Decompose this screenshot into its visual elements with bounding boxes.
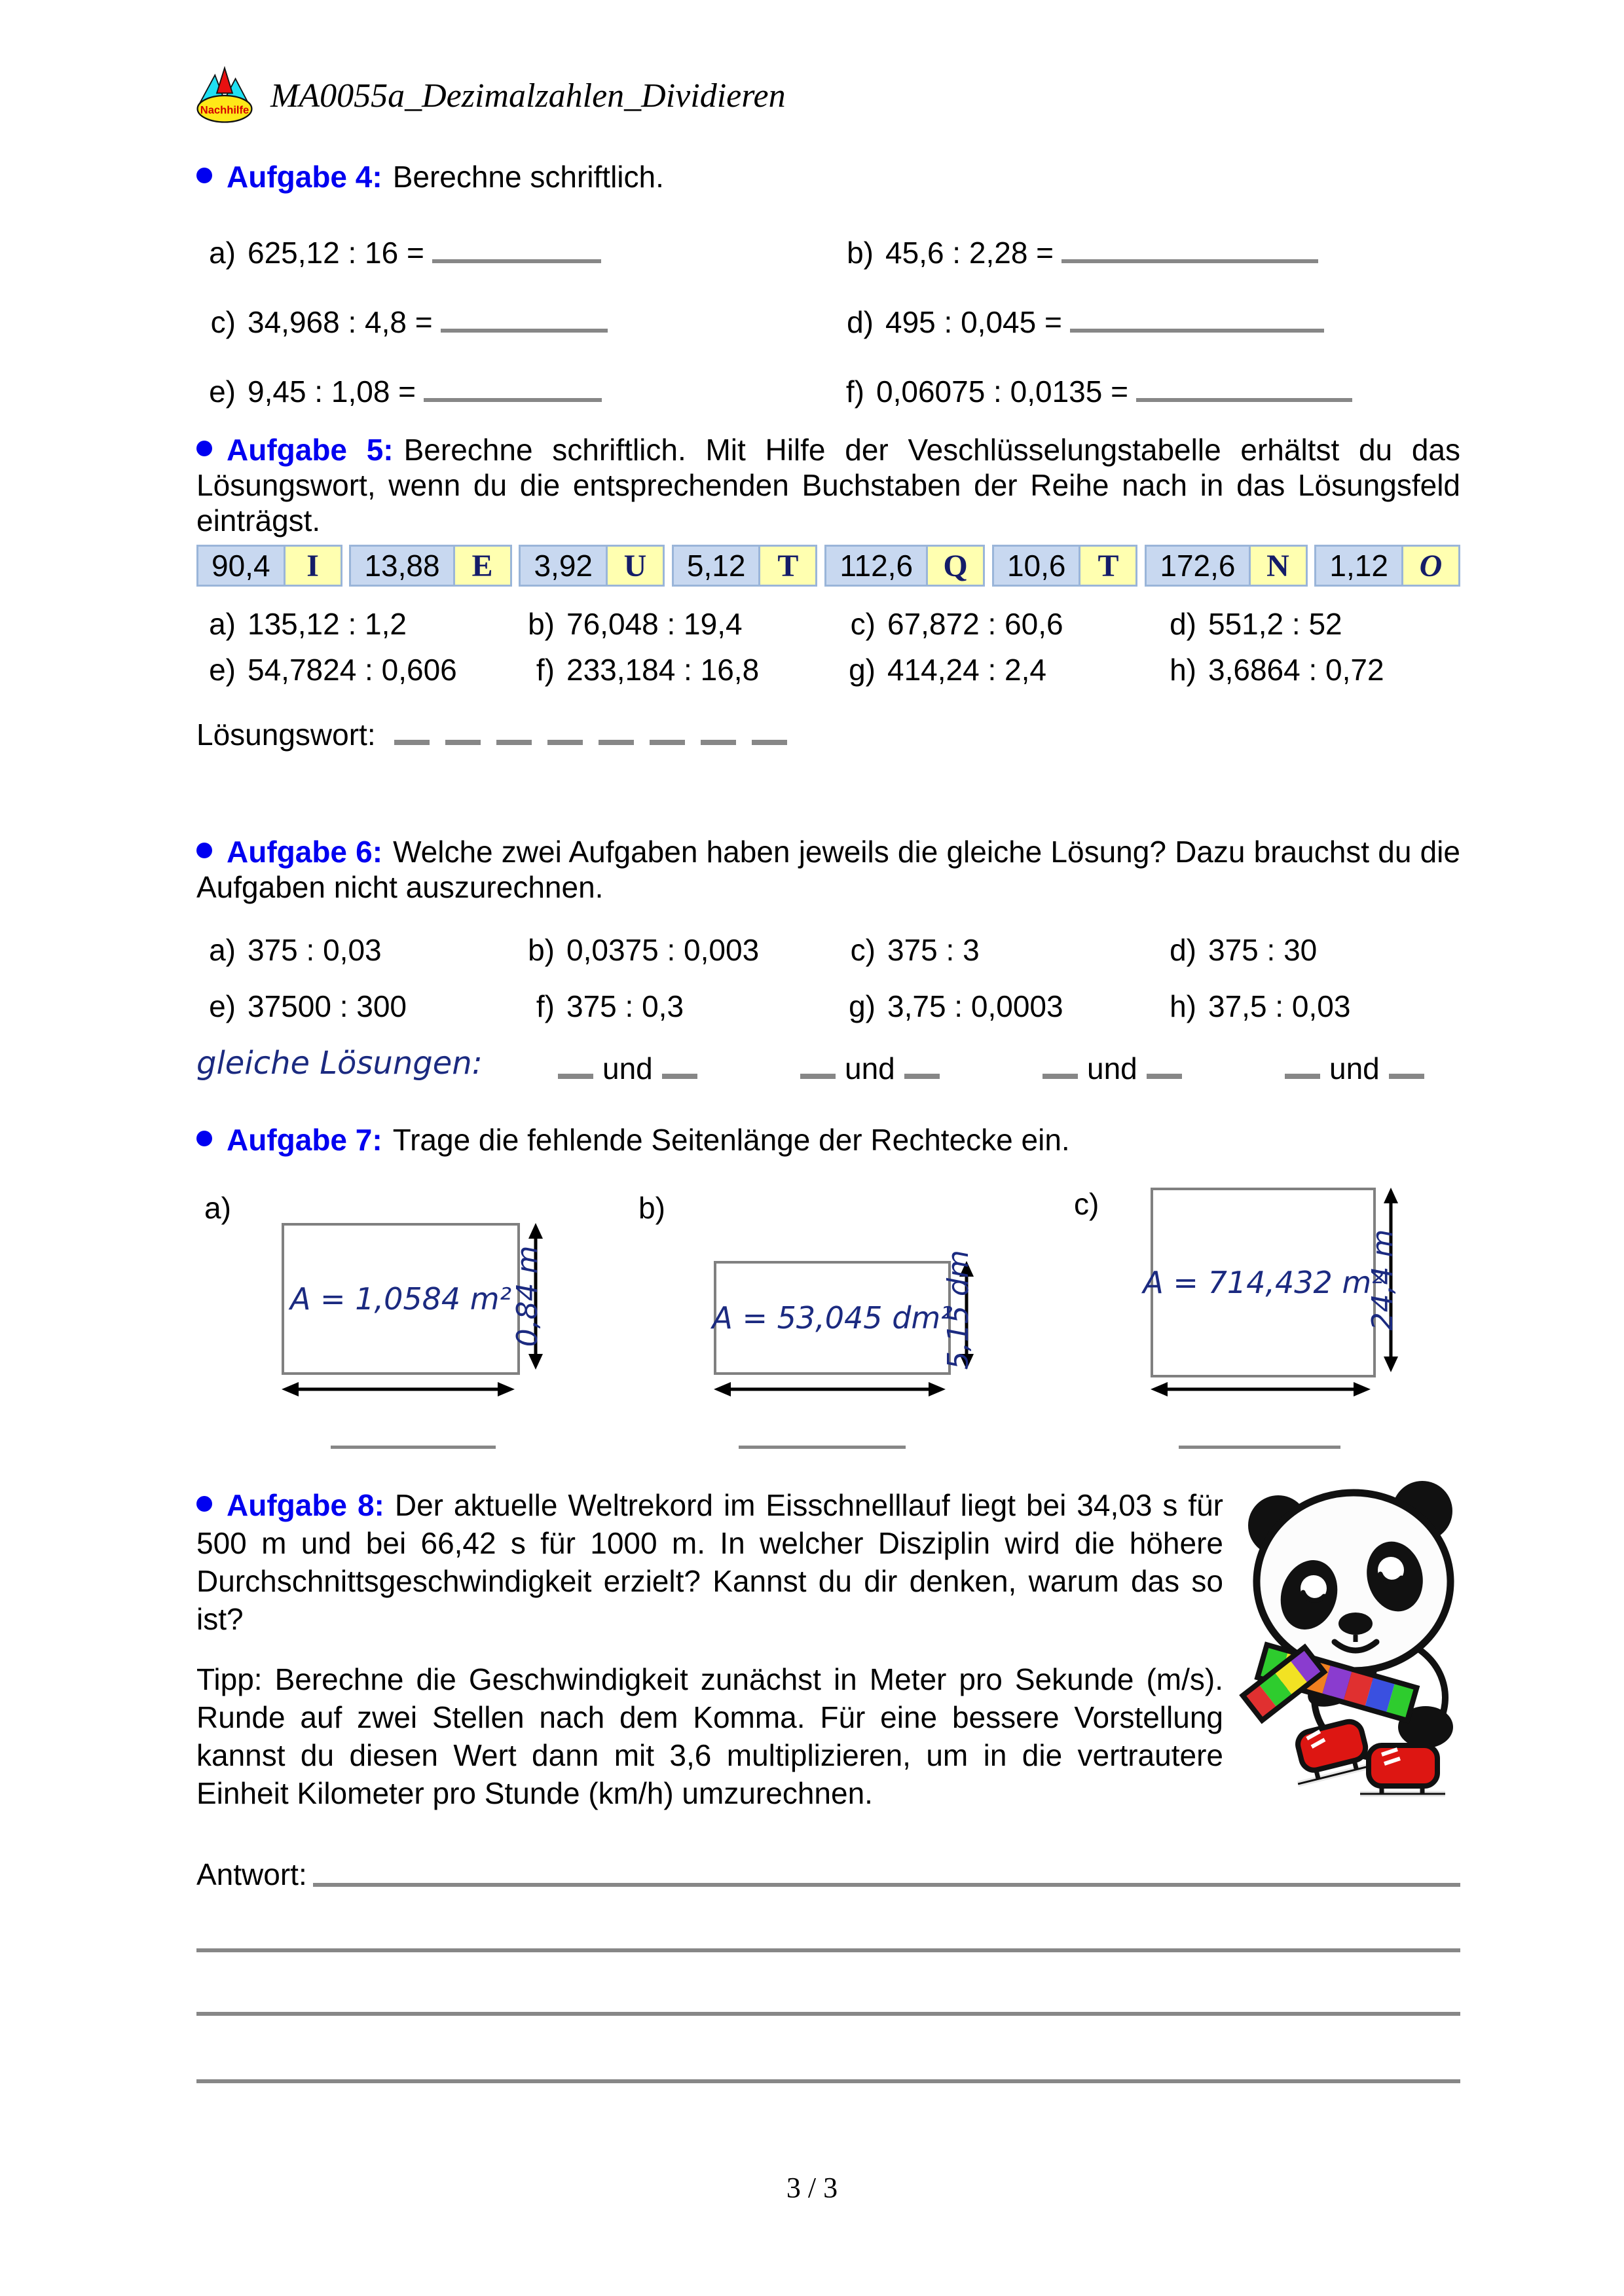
width-arrow-icon (282, 1376, 515, 1402)
task8-text: Der aktuelle Weltrekord im Eisschnelllauf liegt bei 34,03 s für 500 m und bei 66,42 s für 1000 m. In welcher Disziplin wird die höhere Durchschnittsgeschwindigkeit erzielt? Kannst du dir denken, warum das so ist? (196, 1488, 1224, 1636)
bullet-icon (196, 1131, 212, 1146)
task5-heading (196, 432, 1460, 538)
und-text: und (602, 1051, 653, 1085)
task5-item-g (841, 652, 1046, 687)
bullet-icon (196, 843, 212, 858)
loesungswort-blanks (394, 711, 787, 745)
task7-title: Aufgabe 7: (227, 1123, 382, 1157)
code-pair (196, 545, 342, 587)
item-label: a) (209, 933, 236, 967)
task5-item-c (841, 606, 1063, 642)
area-value: A = 53,045 dm² (712, 1300, 953, 1336)
code-letter: N (1251, 545, 1308, 587)
code-value: 90,4 (196, 545, 286, 587)
code-letter: U (608, 545, 665, 587)
loesungswort-label: Lösungswort: (196, 718, 376, 752)
bullet-icon (196, 441, 212, 456)
figure-b-label: b) (638, 1191, 665, 1225)
missing-side-blank[interactable] (331, 1446, 496, 1449)
header (193, 65, 786, 126)
nachhilfe-logo (193, 65, 256, 126)
side-length-value: 5,15 dm (942, 1250, 975, 1370)
task6-item-b (521, 932, 759, 968)
document-title: MA0055a_Dezimalzahlen_Dividieren (270, 77, 786, 115)
item-label: f) (845, 374, 864, 409)
task5-item-b (521, 606, 743, 642)
task6-item-c (841, 932, 980, 968)
answer-blank[interactable] (432, 229, 601, 263)
answer-line[interactable] (313, 1883, 1460, 1887)
und-text: und (1329, 1051, 1380, 1085)
item-expression: 375 : 0,03 (248, 933, 382, 967)
item-expression: 76,048 : 19,4 (566, 607, 743, 641)
task5-item-a (202, 606, 407, 642)
item-expression: 0,0375 : 0,003 (566, 933, 760, 967)
task5-title: Aufgabe 5: (227, 433, 394, 467)
item-expression: 375 : 0,3 (566, 989, 684, 1023)
bullet-icon (196, 168, 212, 183)
pair-blank[interactable] (904, 1048, 940, 1079)
answer-line[interactable] (196, 2012, 1460, 2016)
item-label: e) (209, 989, 236, 1023)
figure-a-rectangle (282, 1223, 520, 1375)
item-label: d) (1170, 607, 1196, 641)
task7-intro: Trage die fehlende Seitenlänge der Rechtecke ein. (392, 1123, 1070, 1157)
width-arrow-icon (1151, 1376, 1371, 1402)
letter-blank[interactable] (752, 711, 787, 745)
item-expression: 551,2 : 52 (1208, 607, 1342, 641)
item-label: g) (849, 989, 876, 1023)
item-expression: 34,968 : 4,8 = (248, 305, 433, 339)
letter-blank[interactable] (445, 711, 481, 745)
code-value: 172,6 (1145, 545, 1250, 587)
item-expression: 375 : 3 (887, 933, 980, 967)
task4-title: Aufgabe 4: (227, 160, 382, 194)
pair-group-1 (558, 1048, 697, 1086)
item-expression: 3,75 : 0,0003 (887, 989, 1063, 1023)
code-letter: O (1403, 545, 1460, 587)
item-label: g) (849, 653, 876, 687)
task5-item-e (202, 652, 457, 687)
code-letter: Q (928, 545, 985, 587)
item-label: e) (209, 374, 236, 409)
panda-illustration (1226, 1472, 1488, 1799)
item-label: d) (1170, 933, 1196, 967)
area-value: A = 714,432 m² (1143, 1265, 1384, 1300)
item-label: f) (536, 989, 555, 1023)
task6-heading (196, 834, 1460, 905)
item-label: h) (1170, 653, 1196, 687)
pair-blank[interactable] (1043, 1048, 1078, 1079)
task6-item-e (202, 989, 407, 1024)
answer-blank[interactable] (424, 368, 602, 402)
task5-item-h (1162, 652, 1384, 687)
pair-group-3 (1043, 1048, 1182, 1086)
bullet-icon (196, 1496, 212, 1512)
task8-tipp (196, 1660, 1223, 1812)
item-expression: 414,24 : 2,4 (887, 653, 1046, 687)
item-expression: 37500 : 300 (248, 989, 407, 1023)
area-value: A = 1,0584 m² (289, 1281, 512, 1317)
item-expression: 9,45 : 1,08 = (248, 374, 416, 409)
missing-side-blank[interactable] (739, 1446, 906, 1449)
item-expression: 625,12 : 16 = (248, 236, 424, 270)
code-pair (519, 545, 665, 587)
item-expression: 37,5 : 0,03 (1208, 989, 1351, 1023)
logo-text: Nachhilfe (200, 103, 249, 117)
task6-title: Aufgabe 6: (227, 835, 383, 869)
item-expression: 67,872 : 60,6 (887, 607, 1063, 641)
letter-blank[interactable] (701, 711, 736, 745)
item-label: a) (209, 607, 236, 641)
und-text: und (1087, 1051, 1137, 1085)
side-length-value: 24,4 m (1366, 1229, 1399, 1331)
task4-item-c (202, 299, 608, 340)
pair-blank[interactable] (1389, 1048, 1424, 1079)
item-expression: 54,7824 : 0,606 (248, 653, 457, 687)
task4-item-d (840, 299, 1324, 340)
letter-blank[interactable] (650, 711, 685, 745)
code-value: 10,6 (992, 545, 1081, 587)
tipp-text: Tipp: Berechne die Geschwindigkeit zunächst in Meter pro Sekunde (m/s). Runde auf zwei Stellen nach dem Komma. Für eine bessere Vorstellung kannst du diesen Wert dann mit 3,6 multiplizieren, um in die vertrautere Einheit Kilometer pro Stunde (km/h) umzurechnen. (196, 1662, 1223, 1810)
item-label: f) (536, 653, 555, 687)
item-expression: 0,06075 : 0,0135 = (876, 374, 1128, 409)
code-value: 3,92 (519, 545, 608, 587)
answer-line[interactable] (196, 1948, 1460, 1952)
task4-heading (196, 159, 664, 194)
task6-item-d (1162, 932, 1317, 968)
loesungswort-row (196, 711, 787, 752)
gleiche-loesungen-label: gleiche Lösungen: (196, 1045, 483, 1082)
item-expression: 135,12 : 1,2 (248, 607, 407, 641)
letter-blank[interactable] (394, 711, 430, 745)
item-label: b) (528, 933, 555, 967)
item-label: c) (850, 933, 876, 967)
code-value: 5,12 (672, 545, 761, 587)
task4-item-b (840, 229, 1318, 270)
task4-item-a (202, 229, 601, 270)
page-number: 3 / 3 (786, 2172, 838, 2204)
code-pair (672, 545, 818, 587)
task6-intro: Welche zwei Aufgaben haben jeweils die gleiche Lösung? Dazu brauchst du die Aufgaben nicht auszurechnen. (196, 835, 1460, 904)
answer-blank[interactable] (1061, 229, 1318, 263)
task4-item-f (830, 368, 1352, 409)
item-expression: 495 : 0,045 = (885, 305, 1062, 339)
task6-item-g (841, 989, 1063, 1024)
code-pair (824, 545, 985, 587)
letter-blank[interactable] (496, 711, 532, 745)
answer-blank[interactable] (1136, 368, 1352, 402)
item-label: d) (847, 305, 874, 339)
code-pair (349, 545, 511, 587)
task4-item-e (202, 368, 602, 409)
side-length-value: 0,84 m (511, 1245, 544, 1347)
code-pair (1314, 545, 1460, 587)
pair-group-2 (800, 1048, 940, 1086)
task6-item-f (521, 989, 684, 1024)
code-pair (1145, 545, 1307, 587)
item-expression: 233,184 : 16,8 (566, 653, 760, 687)
item-label: c) (850, 607, 876, 641)
item-label: a) (209, 236, 236, 270)
task6-item-h (1162, 989, 1350, 1024)
pair-group-4 (1285, 1048, 1424, 1086)
figure-c-label: c) (1074, 1187, 1099, 1221)
code-value: 112,6 (824, 545, 928, 587)
answer-blank[interactable] (1070, 299, 1324, 333)
letter-blank[interactable] (599, 711, 634, 745)
item-label: c) (210, 305, 236, 339)
item-label: b) (528, 607, 555, 641)
code-letter: T (1080, 545, 1137, 587)
item-expression: 45,6 : 2,28 = (885, 236, 1054, 270)
skate-right (1360, 1745, 1445, 1794)
task8-heading (196, 1486, 1223, 1638)
skate-left (1286, 1718, 1375, 1784)
width-arrow-icon (714, 1376, 946, 1402)
pair-blank[interactable] (800, 1048, 836, 1079)
code-letter: E (455, 545, 512, 587)
pair-blank[interactable] (1285, 1048, 1320, 1079)
task6-item-a (202, 932, 382, 968)
item-label: b) (847, 236, 874, 270)
code-pair (992, 545, 1138, 587)
item-expression: 3,6864 : 0,72 (1208, 653, 1384, 687)
code-letter: T (760, 545, 817, 587)
pair-blank[interactable] (558, 1048, 593, 1079)
figure-a-label: a) (204, 1191, 231, 1225)
pair-blank[interactable] (662, 1048, 697, 1079)
answer-line[interactable] (196, 2079, 1460, 2083)
task5-item-f (521, 652, 759, 687)
item-label: h) (1170, 989, 1196, 1023)
code-value: 1,12 (1314, 545, 1403, 587)
missing-side-blank[interactable] (1179, 1446, 1340, 1449)
task8-title: Aufgabe 8: (227, 1488, 384, 1522)
letter-blank[interactable] (547, 711, 583, 745)
antwort-label: Antwort: (196, 1857, 307, 1891)
task7-heading (196, 1122, 1070, 1157)
pair-blank[interactable] (1147, 1048, 1182, 1079)
task5-intro: Berechne schriftlich. Mit Hilfe der Veschlüsselungstabelle erhältst du das Lösungswort, wenn du die entsprechenden Buchstaben der Reihe nach in das Lösungsfeld einträgst. (196, 433, 1460, 538)
figure-b-rectangle (714, 1261, 951, 1375)
item-label: e) (209, 653, 236, 687)
code-letter: I (286, 545, 342, 587)
code-value: 13,88 (349, 545, 454, 587)
item-expression: 375 : 30 (1208, 933, 1318, 967)
task4-intro: Berechne schriftlich. (392, 160, 664, 194)
und-text: und (845, 1051, 895, 1085)
code-table (196, 545, 1460, 587)
answer-blank[interactable] (441, 299, 608, 333)
task5-item-d (1162, 606, 1342, 642)
